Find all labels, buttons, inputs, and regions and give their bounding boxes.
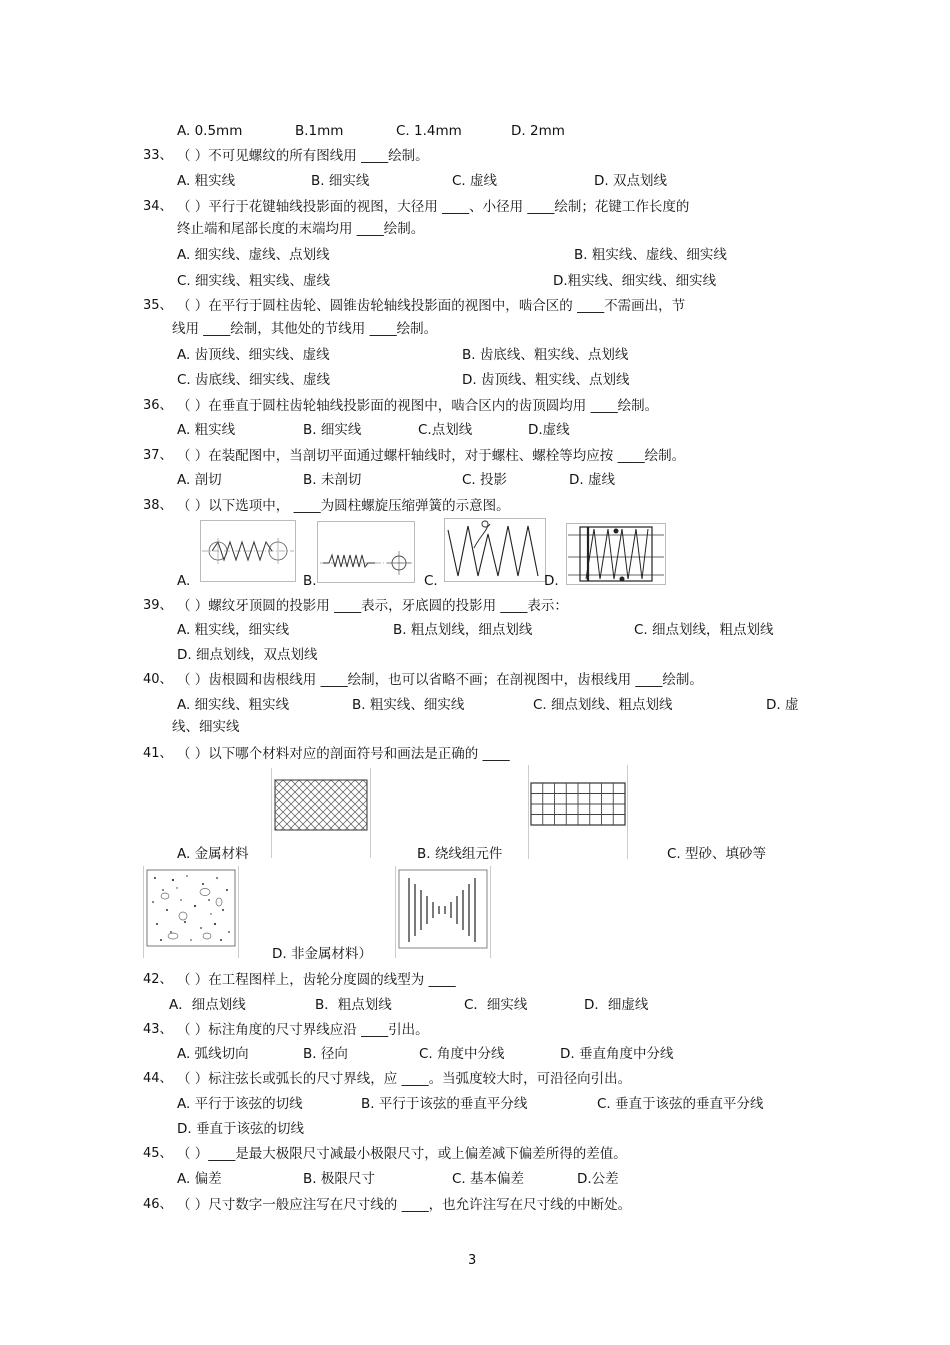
q39-text: （ ）螺纹牙顶圆的投影用 ____表示，牙底圆的投影用 ____表示： — [177, 598, 568, 614]
q43-option-d: D. 垂直角度中分线 — [560, 1046, 674, 1062]
page-number: 3 — [468, 1253, 477, 1268]
q37-option-c: C. 投影 — [462, 472, 508, 488]
hatch-figure-lines — [395, 866, 491, 958]
q32-option-d: D. 2mm — [511, 123, 565, 139]
q35-number: 35、 — [143, 298, 173, 313]
q35-option-a: A. 齿顶线、细实线、虚线 — [177, 347, 330, 363]
q44-number: 44、 — [143, 1071, 173, 1086]
q40-number: 40、 — [143, 672, 173, 687]
q42-option-c: C．细实线 — [464, 997, 528, 1013]
q44-text: （ ）标注弦长或弧长的尺寸界线，应 ____。当弧度较大时，可沿径向引出。 — [177, 1071, 632, 1087]
q39-option-d: D. 细点划线，双点划线 — [177, 647, 318, 663]
q42-number: 42、 — [143, 972, 173, 987]
q42-text: （ ）在工程图样上，齿轮分度圆的线型为 ____ — [177, 972, 456, 988]
q37-option-a: A. 剖切 — [177, 472, 222, 488]
q40-text: （ ）齿根圆和齿根线用 ____绘制，也可以省略不画；在剖视图中，齿根线用 ____绘制。 — [177, 672, 703, 688]
q40-option-b: B. 粗实线、细实线 — [352, 697, 465, 713]
q36-option-b: B. 细实线 — [303, 422, 362, 438]
q36-option-d: D.虚线 — [528, 422, 570, 438]
q38-number: 38、 — [143, 498, 173, 513]
q38-option-d: D. — [544, 573, 559, 589]
spring-figure-d — [566, 523, 666, 585]
q36-option-a: A. 粗实线 — [177, 422, 236, 438]
q32-option-a: A. 0.5mm — [177, 123, 243, 139]
q40-option-d-continued: 线、细实线 — [172, 719, 240, 735]
q38-text: （ ）以下选项中， ____为圆柱螺旋压缩弹簧的示意图。 — [177, 498, 510, 514]
q41-text: （ ）以下哪个材料对应的剖面符号和画法是正确的 ____ — [177, 746, 510, 762]
q44-option-a: A. 平行于该弦的切线 — [177, 1096, 303, 1112]
spring-figure-a — [200, 520, 296, 582]
q44-option-c: C. 垂直于该弦的垂直平分线 — [597, 1096, 764, 1112]
spring-figure-c — [444, 518, 546, 582]
q34-text-line2: 终止端和尾部长度的末端均用 ____绘制。 — [177, 221, 425, 237]
q38-option-b: B. — [303, 573, 317, 589]
q37-number: 37、 — [143, 448, 173, 463]
q34-number: 34、 — [143, 199, 173, 214]
q34-option-a: A. 细实线、虚线、点划线 — [177, 247, 330, 263]
q41-option-b: B. 绕线组元件 — [417, 846, 503, 862]
q41-number: 41、 — [143, 746, 173, 761]
q42-option-b: B．粗点划线 — [315, 997, 392, 1013]
q35-text-line2: 线用 ____绘制，其他处的节线用 ____绘制。 — [172, 321, 438, 337]
q43-number: 43、 — [143, 1022, 173, 1037]
q34-option-c: C. 细实线、粗实线、虚线 — [177, 273, 331, 289]
q35-option-b: B. 齿底线、粗实线、点划线 — [462, 347, 629, 363]
q45-number: 45、 — [143, 1146, 173, 1161]
hatch-figure-sand — [143, 866, 239, 958]
q39-number: 39、 — [143, 598, 173, 613]
q34-text-line1: （ ）平行于花键轴线投影面的视图，大径用 ____、小径用 ____绘制；花键工作长度的 — [177, 199, 690, 215]
q38-option-a: A. — [177, 573, 191, 589]
q36-option-c: C.点划线 — [418, 422, 473, 438]
q44-option-b: B. 平行于该弦的垂直平分线 — [361, 1096, 528, 1112]
q37-option-d: D. 虚线 — [569, 472, 615, 488]
q34-option-d: D.粗实线、细实线、细实线 — [553, 273, 717, 289]
q44-option-d: D. 垂直于该弦的切线 — [177, 1121, 304, 1137]
q41-option-c: C. 型砂、填砂等 — [667, 846, 767, 862]
q46-text: （ ）尺寸数字一般应注写在尺寸线的 ____，也允许注写在尺寸线的中断处。 — [177, 1197, 632, 1213]
q33-option-b: B. 细实线 — [311, 173, 370, 189]
q45-option-d: D.公差 — [577, 1171, 619, 1187]
q43-option-c: C. 角度中分线 — [419, 1046, 505, 1062]
q36-text: （ ）在垂直于圆柱齿轮轴线投影面的视图中，啮合区内的齿顶圆均用 ____绘制。 — [177, 398, 659, 414]
q39-option-b: B. 粗点划线，细点划线 — [393, 622, 533, 638]
q45-option-a: A. 偏差 — [177, 1171, 222, 1187]
q40-option-a: A. 细实线、粗实线 — [177, 697, 290, 713]
q33-option-d: D. 双点划线 — [594, 173, 667, 189]
q39-option-a: A. 粗实线，细实线 — [177, 622, 290, 638]
q41-option-d: D. 非金属材料） — [272, 946, 372, 962]
q42-option-a: A．细点划线 — [169, 997, 246, 1013]
q33-number: 33、 — [143, 148, 173, 163]
q33-option-a: A. 粗实线 — [177, 173, 236, 189]
q35-text-line1: （ ）在平行于圆柱齿轮、圆锥齿轮轴线投影面的视图中，啮合区的 ____不需画出，节 — [177, 298, 686, 314]
q43-option-b: B. 径向 — [303, 1046, 348, 1062]
q43-text: （ ）标注角度的尺寸界线应沿 ____引出。 — [177, 1022, 429, 1038]
q45-option-c: C. 基本偏差 — [452, 1171, 525, 1187]
q46-number: 46、 — [143, 1197, 173, 1212]
q32-option-b: B.1mm — [295, 123, 344, 139]
q40-option-d: D. 虚 — [766, 697, 799, 713]
q35-option-c: C. 齿底线、细实线、虚线 — [177, 372, 331, 388]
q32-option-c: C. 1.4mm — [396, 123, 462, 139]
hatch-figure-cross — [271, 768, 371, 858]
q43-option-a: A. 弧线切向 — [177, 1046, 249, 1062]
q38-option-c: C. — [424, 573, 438, 589]
q33-text: （ ）不可见螺纹的所有图线用 ____绘制。 — [177, 148, 429, 164]
q42-option-d: D．细虚线 — [584, 997, 649, 1013]
q45-option-b: B. 极限尺寸 — [303, 1171, 375, 1187]
q33-option-c: C. 虚线 — [452, 173, 498, 189]
q37-text: （ ）在装配图中，当剖切平面通过螺杆轴线时，对于螺柱、螺栓等均应按 ____绘制。 — [177, 448, 686, 464]
hatch-figure-grid — [528, 765, 628, 859]
q40-option-c: C. 细点划线、粗点划线 — [533, 697, 673, 713]
q36-number: 36、 — [143, 398, 173, 413]
q34-option-b: B. 粗实线、虚线、细实线 — [574, 247, 727, 263]
q35-option-d: D. 齿顶线、粗实线、点划线 — [462, 372, 630, 388]
q45-text: （ ）____是最大极限尺寸减最小极限尺寸，或上偏差减下偏差所得的差值。 — [177, 1146, 627, 1162]
q41-option-a: A. 金属材料 — [177, 846, 249, 862]
spring-figure-b — [317, 521, 415, 583]
q37-option-b: B. 未剖切 — [303, 472, 362, 488]
q39-option-c: C. 细点划线，粗点划线 — [634, 622, 774, 638]
